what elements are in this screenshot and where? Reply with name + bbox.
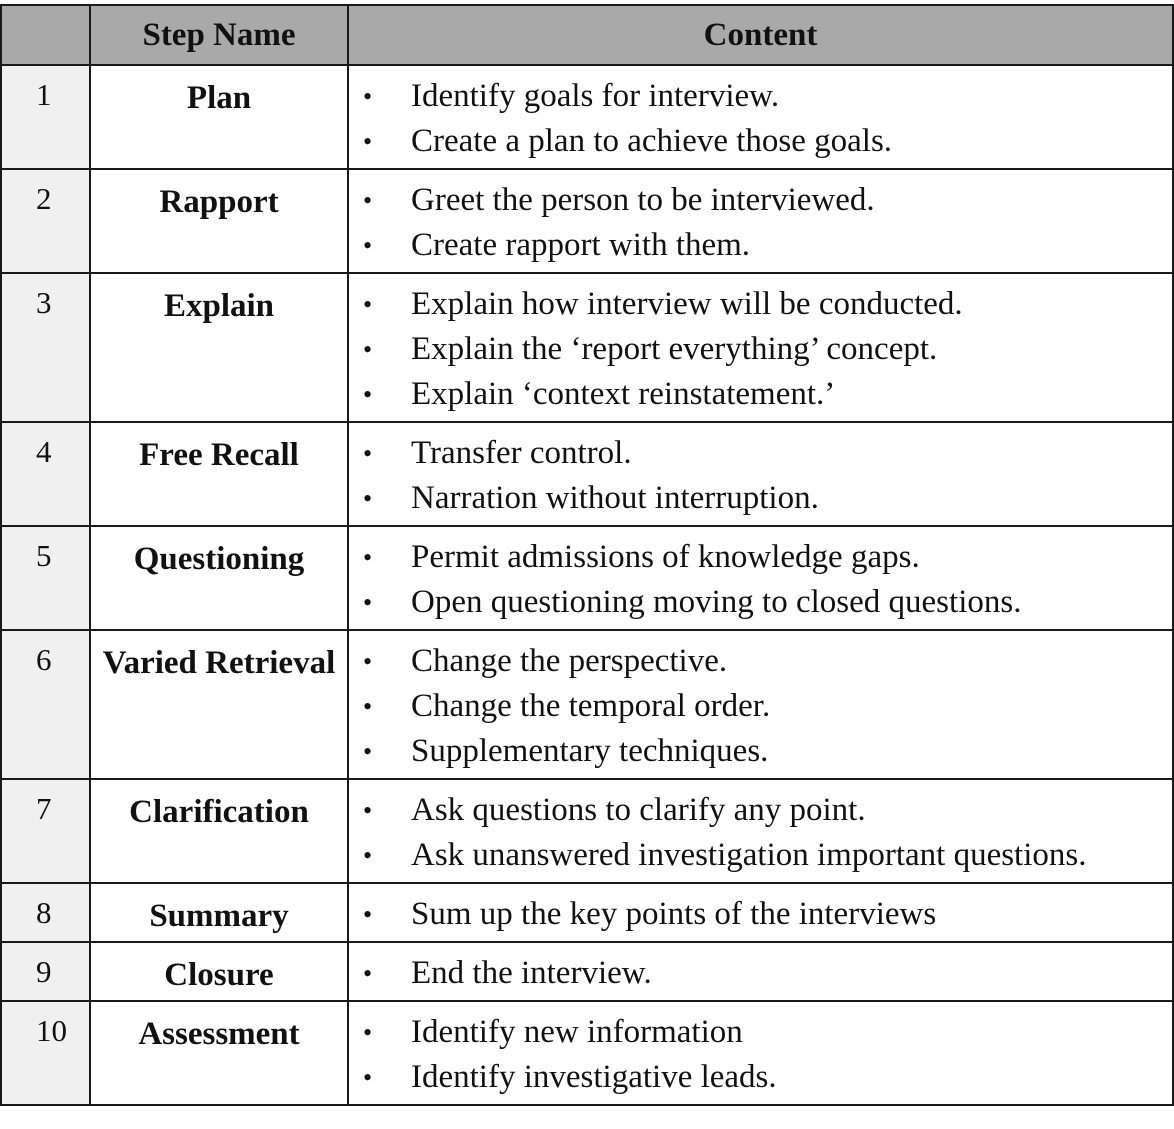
- content-list: [349, 1010, 1172, 1100]
- step-content-cell: [348, 883, 1173, 942]
- step-name-cell: [90, 883, 348, 942]
- step-name: Plan: [186, 80, 252, 116]
- content-item: • Ask questions to clarify any point.: [349, 788, 1172, 833]
- step-name-cell: [90, 942, 348, 1001]
- content-item: • Identify investigative leads.: [349, 1055, 1172, 1100]
- content-item: • Open questioning moving to closed questions.: [349, 580, 1172, 625]
- interview-steps-table: [0, 4, 1174, 1106]
- step-number: 8: [36, 895, 52, 930]
- step-number: 6: [36, 642, 52, 677]
- step-name-cell: [90, 169, 348, 273]
- table-row-1: [1, 65, 1173, 169]
- step-name-cell: [90, 273, 348, 422]
- step-number: 3: [36, 285, 52, 320]
- content-item: • Ask unanswered investigation important questions.: [349, 833, 1172, 878]
- table-body: [1, 65, 1173, 1105]
- step-name: Varied Retrieval: [102, 645, 336, 681]
- step-content-cell: [348, 630, 1173, 779]
- table-row-6: [1, 630, 1173, 779]
- step-name: Explain: [163, 288, 275, 324]
- content-item: • Identify goals for interview.: [349, 74, 1172, 119]
- step-number: 4: [36, 434, 52, 469]
- step-content-cell: [348, 1001, 1173, 1105]
- content-list: [349, 282, 1172, 417]
- content-item: • Explain the ‘report everything’ concept.: [349, 327, 1172, 372]
- step-content-cell: [348, 422, 1173, 526]
- step-name-cell: [90, 526, 348, 630]
- content-item: • Identify new information: [349, 1010, 1172, 1055]
- step-name: Free Recall: [139, 437, 299, 473]
- table-row-5: [1, 526, 1173, 630]
- step-content-cell: [348, 273, 1173, 422]
- content-list: [349, 535, 1172, 625]
- step-number-cell: [1, 779, 90, 883]
- content-item: • Supplementary techniques.: [349, 729, 1172, 774]
- step-number-cell: [1, 526, 90, 630]
- step-name: Closure: [164, 957, 274, 993]
- content-item: • Sum up the key points of the interviews: [349, 892, 1172, 937]
- header-step-name: Step Name: [90, 5, 348, 65]
- table-row-2: [1, 169, 1173, 273]
- header-content: Content: [348, 5, 1173, 65]
- step-number: 10: [36, 1013, 67, 1048]
- step-number-cell: [1, 630, 90, 779]
- content-item: • End the interview.: [349, 951, 1172, 996]
- table-row-10: [1, 1001, 1173, 1105]
- step-number: 2: [36, 181, 52, 216]
- step-content-cell: [348, 65, 1173, 169]
- content-item: • Change the temporal order.: [349, 684, 1172, 729]
- step-content-cell: [348, 942, 1173, 1001]
- content-list: [349, 788, 1172, 878]
- step-name-cell: [90, 65, 348, 169]
- content-list: [349, 951, 1172, 996]
- step-number-cell: [1, 65, 90, 169]
- step-number: 7: [36, 791, 52, 826]
- step-number-cell: [1, 169, 90, 273]
- step-name: Clarification: [129, 794, 309, 830]
- content-item: • Create rapport with them.: [349, 223, 1172, 268]
- step-content-cell: [348, 169, 1173, 273]
- step-name-cell: [90, 630, 348, 779]
- content-item: • Explain ‘context reinstatement.’: [349, 372, 1172, 417]
- step-number-cell: [1, 1001, 90, 1105]
- table-row-4: [1, 422, 1173, 526]
- steps-table-container: [0, 4, 1172, 1106]
- table-row-9: [1, 942, 1173, 1001]
- step-name: Rapport: [159, 184, 279, 220]
- step-name: Summary: [149, 898, 289, 934]
- table-row-8: [1, 883, 1173, 942]
- content-list: [349, 74, 1172, 164]
- step-number: 9: [36, 954, 52, 989]
- header-number: [1, 5, 90, 65]
- table-row-7: [1, 779, 1173, 883]
- step-name: Assessment: [138, 1016, 300, 1052]
- step-number-cell: [1, 422, 90, 526]
- step-name: Questioning: [133, 541, 305, 577]
- content-item: • Narration without interruption.: [349, 476, 1172, 521]
- step-number: 1: [36, 77, 52, 112]
- step-name-cell: [90, 422, 348, 526]
- content-list: [349, 892, 1172, 937]
- content-list: [349, 431, 1172, 521]
- step-name-cell: [90, 1001, 348, 1105]
- content-item: • Change the perspective.: [349, 639, 1172, 684]
- step-number-cell: [1, 883, 90, 942]
- step-number-cell: [1, 942, 90, 1001]
- content-item: • Create a plan to achieve those goals.: [349, 119, 1172, 164]
- header-row: [1, 5, 1173, 65]
- content-item: • Permit admissions of knowledge gaps.: [349, 535, 1172, 580]
- step-content-cell: [348, 779, 1173, 883]
- table-header: [1, 5, 1173, 65]
- content-item: • Transfer control.: [349, 431, 1172, 476]
- content-list: [349, 178, 1172, 268]
- table-row-3: [1, 273, 1173, 422]
- step-number-cell: [1, 273, 90, 422]
- content-list: [349, 639, 1172, 774]
- step-name-cell: [90, 779, 348, 883]
- content-item: • Greet the person to be interviewed.: [349, 178, 1172, 223]
- content-item: • Explain how interview will be conducted.: [349, 282, 1172, 327]
- step-content-cell: [348, 526, 1173, 630]
- step-number: 5: [36, 538, 52, 573]
